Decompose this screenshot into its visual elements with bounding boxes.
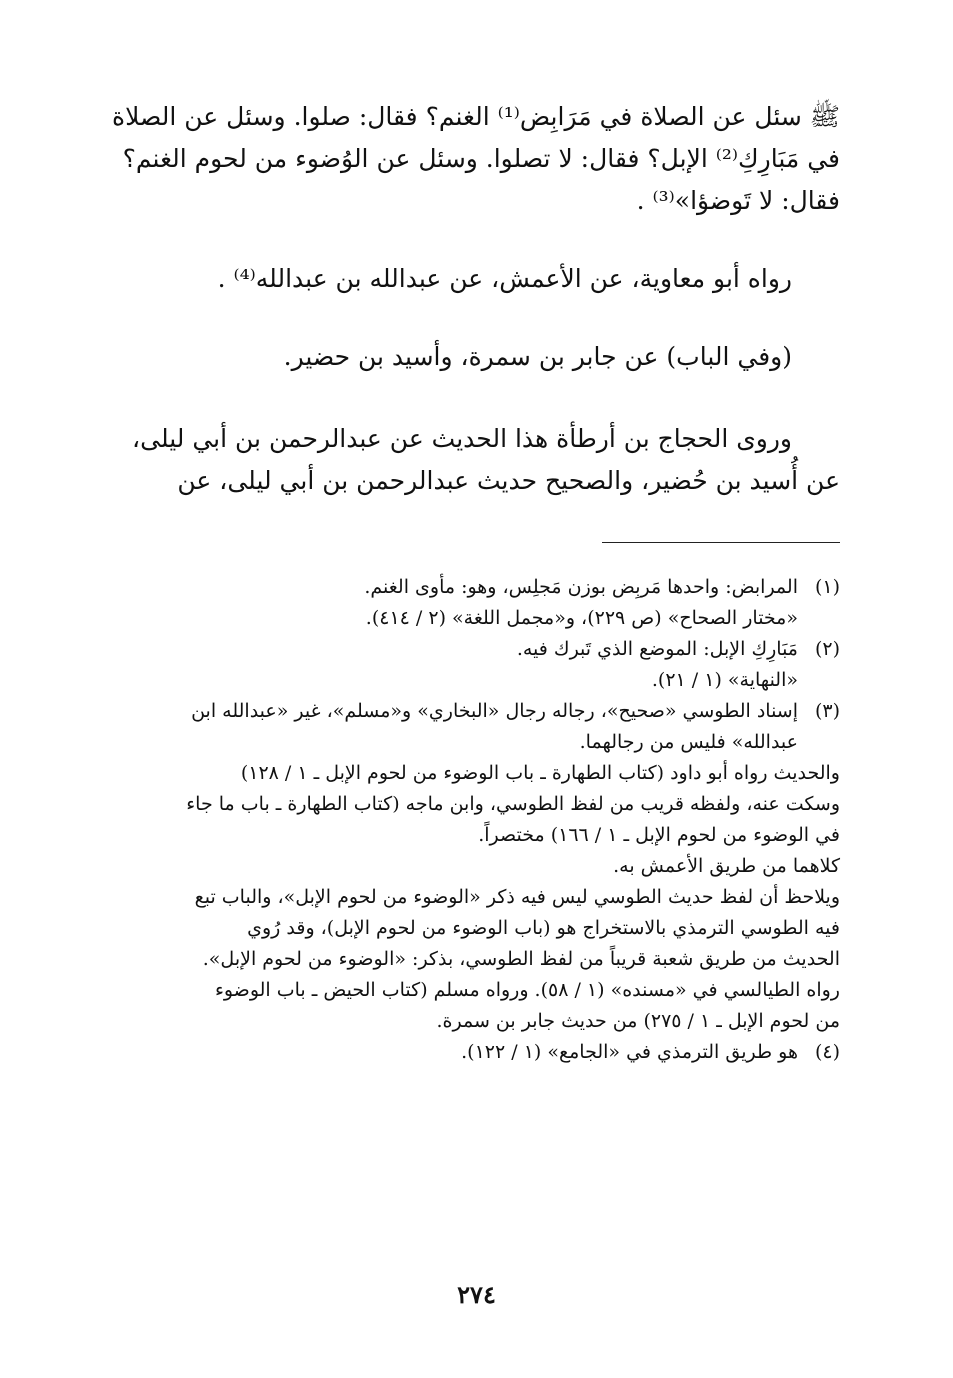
paragraph-3 (115, 336, 840, 378)
footnote-text: فيه الطوسي الترمذي بالاستخراج هو (باب الوضوء من لحوم الإبل)، وقد رُوي (247, 917, 840, 939)
text-line: عن أُسيد بن حُضير، والصحيح حديث عبدالرحمن بن أبي ليلى، عن (177, 466, 840, 495)
footnote-text: إسناد الطوسي «صحيح»، رجاله رجال «البخاري» و«مسلم»، غير «عبدالله ابن (191, 700, 798, 722)
page-number: ٢٧٤ (457, 1280, 496, 1309)
footnote-divider (602, 542, 840, 543)
footnote-text: والحديث رواه أبو داود (كتاب الطهارة ـ باب الوضوء من لحوم الإبل ـ ١ / ١٢٨) (240, 762, 840, 784)
footnote-text: هو طريق الترمذي في «الجامع» (١ / ١٢٢). (461, 1041, 798, 1063)
footnote-2 (110, 634, 840, 696)
footnote-text: مَبَارِكِ الإبل: الموضع الذي تَبرك فيه. (516, 638, 798, 660)
footnote-number: (٤) (814, 1041, 840, 1063)
footnotes (110, 572, 840, 1068)
text-line: فقال: لا تَوضؤا»⁽³⁾ . (636, 186, 840, 215)
footnote-number: (٣) (814, 700, 840, 722)
footnote-text: عبدالله» فليس من رجالهما. (579, 731, 798, 753)
footnote-text: كلاهما من طريق الأعمش به. (613, 855, 840, 877)
footnote-number: (١) (814, 576, 840, 598)
text-line: وروى الحجاج بن أرطأة هذا الحديث عن عبدالرحمن بن أبي ليلى، (132, 424, 792, 453)
footnote-text: «النهاية» (١ / ٢١). (651, 669, 798, 691)
footnote-3 (110, 696, 840, 1037)
footnote-text: في الوضوء من لحوم الإبل ـ ١ / ١٦٦) مختصراً. (478, 824, 840, 846)
text-line: رواه أبو معاوية، عن الأعمش، عن عبدالله بن عبدالله⁽⁴⁾ . (217, 264, 792, 293)
footnote-text: وسكت عنه، ولفظه قريب من لفظ الطوسي، وابن ماجه (كتاب الطهارة ـ باب ما جاء (186, 793, 840, 815)
footnote-4 (110, 1037, 840, 1068)
footnote-text: ويلاحظ أن لفظ حديث الطوسي ليس فيه ذكر «الوضوء من لحوم الإبل»، والباب تبع (194, 886, 840, 908)
footnote-text: رواه الطيالسي في «مسنده» (١ / ٥٨). ورواه مسلم (كتاب الحيض ـ باب الوضوء (214, 979, 840, 1001)
text-line: ﷺ سئل عن الصلاة في مَرَابِض⁽¹⁾ الغنم؟ فقال: صلوا. وسئل عن الصلاة (112, 102, 840, 131)
footnote-1 (110, 572, 840, 634)
paragraph-4 (115, 418, 840, 502)
paragraph-1 (112, 96, 840, 222)
footnote-number: (٢) (814, 638, 840, 660)
footnote-text: من لحوم الإبل ـ ١ / ٢٧٥) من حديث جابر بن سمرة. (436, 1010, 840, 1032)
main-text (112, 96, 840, 502)
text-line: (وفي الباب) عن جابر بن سمرة، وأسيد بن حضير. (283, 342, 792, 371)
footnote-text: «مختار الصحاح» (ص ٢٢٩)، و«مجمل اللغة» (٢ / ٤١٤). (365, 607, 798, 629)
footnote-text: المرابض: واحدها مَربِض بوزن مَجلِس، وهو: مأوى الغنم. (364, 576, 798, 598)
text-line: في مَبَارِكِ⁽²⁾ الإبل؟ فقال: لا تصلوا. وسئل عن الوُضوء من لحوم الغنم؟ (122, 144, 840, 173)
paragraph-2 (115, 258, 840, 300)
footnote-text: الحديث من طريق شعبة قريباً من لفظ الطوسي، بذكر: «الوضوء من لحوم الإبل». (202, 948, 840, 970)
